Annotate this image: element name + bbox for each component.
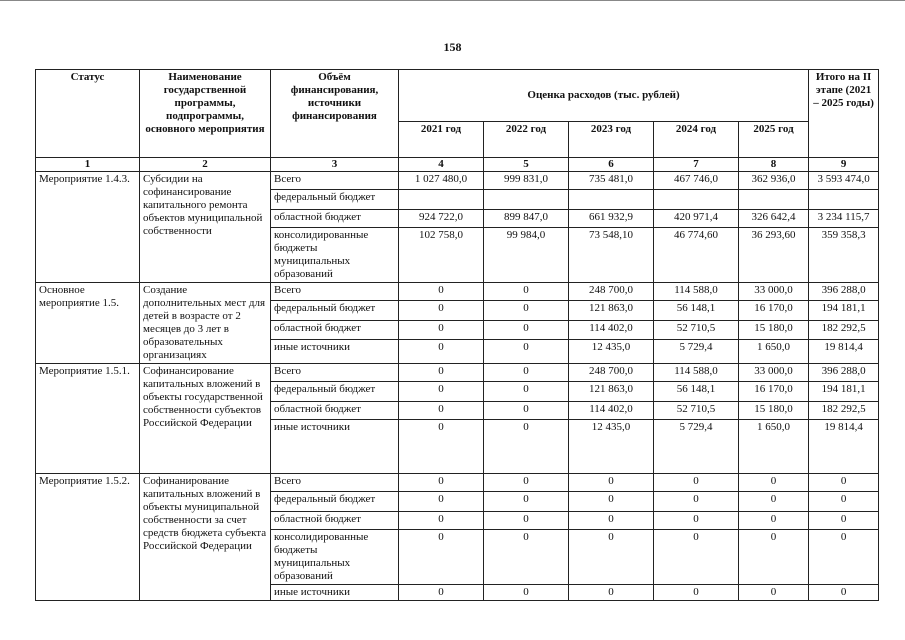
funding-table [35,69,879,601]
year-value-cell: 0 [399,402,484,420]
year-value-cell: 102 758,0 [399,228,484,283]
year-value-cell: 467 746,0 [654,172,739,190]
year-value-cell: 33 000,0 [739,283,809,301]
year-value-cell: 5 729,4 [654,420,739,474]
total-value-cell: 194 181,1 [809,382,879,402]
year-value-cell: 0 [484,492,569,512]
year-value-cell: 326 642,4 [739,210,809,228]
year-value-cell: 0 [399,283,484,301]
year-value-cell: 0 [654,530,739,585]
header-name: Наименование государственной программы, подпрограммы, основного мероприятия [140,70,271,158]
year-value-cell: 121 863,0 [569,301,654,321]
status-cell: Основное мероприятие 1.5. [36,283,140,364]
funding-source-cell: областной бюджет [271,512,399,530]
funding-source-cell: областной бюджет [271,210,399,228]
table-row [36,364,879,382]
year-value-cell: 0 [484,512,569,530]
year-value-cell: 0 [484,283,569,301]
year-value-cell: 33 000,0 [739,364,809,382]
column-number-row [36,158,879,172]
year-value-cell [569,190,654,210]
year-value-cell: 0 [484,339,569,363]
total-value-cell: 396 288,0 [809,364,879,382]
year-value-cell: 0 [399,339,484,363]
total-value-cell: 0 [809,492,879,512]
year-value-cell: 1 650,0 [739,420,809,474]
year-value-cell: 420 971,4 [654,210,739,228]
year-value-cell: 248 700,0 [569,364,654,382]
year-value-cell: 0 [399,474,484,492]
column-number: 6 [569,158,654,172]
year-value-cell: 114 588,0 [654,364,739,382]
total-value-cell: 3 234 115,7 [809,210,879,228]
year-value-cell: 36 293,60 [739,228,809,283]
year-value-cell: 0 [739,512,809,530]
funding-source-cell: федеральный бюджет [271,492,399,512]
total-value-cell [809,190,879,210]
total-value-cell: 0 [809,585,879,601]
year-value-cell: 16 170,0 [739,301,809,321]
total-value-cell: 396 288,0 [809,283,879,301]
year-value-cell: 114 588,0 [654,283,739,301]
top-rule [0,0,905,1]
table-row [36,172,879,190]
status-cell: Мероприятие 1.5.1. [36,364,140,474]
program-name-cell: Софинанирование капитальных вложений в объекты муниципальной собственности за счет средств бюджета субъекта Российской Федерации [140,474,271,601]
funding-source-cell: федеральный бюджет [271,190,399,210]
header-year: 2023 год [569,122,654,158]
year-value-cell: 362 936,0 [739,172,809,190]
year-value-cell: 52 710,5 [654,402,739,420]
year-value-cell: 52 710,5 [654,321,739,339]
table-body [36,172,879,601]
year-value-cell: 0 [569,474,654,492]
year-value-cell: 99 984,0 [484,228,569,283]
year-value-cell: 0 [654,585,739,601]
status-cell: Мероприятие 1.4.3. [36,172,140,283]
year-value-cell: 0 [569,530,654,585]
year-value-cell: 0 [399,530,484,585]
year-value-cell: 0 [399,321,484,339]
year-value-cell: 0 [739,474,809,492]
column-number: 4 [399,158,484,172]
year-value-cell: 0 [399,492,484,512]
column-number: 5 [484,158,569,172]
year-value-cell: 5 729,4 [654,339,739,363]
header-total: Итого на II этапе (2021 – 2025 годы) [809,70,879,158]
year-value-cell: 16 170,0 [739,382,809,402]
year-value-cell: 0 [739,530,809,585]
year-value-cell: 56 148,1 [654,301,739,321]
year-value-cell [654,190,739,210]
funding-source-cell: Всего [271,172,399,190]
year-value-cell: 0 [654,474,739,492]
funding-source-cell: консолидированные бюджеты муниципальных образований [271,228,399,283]
year-value-cell: 0 [399,301,484,321]
year-value-cell: 0 [569,512,654,530]
funding-source-cell: иные источники [271,339,399,363]
year-value-cell: 73 548,10 [569,228,654,283]
year-value-cell: 899 847,0 [484,210,569,228]
table-row [36,474,879,492]
year-value-cell: 0 [484,382,569,402]
year-value-cell: 0 [399,382,484,402]
total-value-cell: 194 181,1 [809,301,879,321]
year-value-cell: 924 722,0 [399,210,484,228]
funding-source-cell: федеральный бюджет [271,382,399,402]
funding-source-cell: областной бюджет [271,321,399,339]
funding-source-cell: иные источники [271,585,399,601]
funding-source-cell: Всего [271,283,399,301]
year-value-cell: 999 831,0 [484,172,569,190]
column-number: 7 [654,158,739,172]
header-year: 2024 год [654,122,739,158]
year-value-cell [399,190,484,210]
year-value-cell: 0 [484,301,569,321]
year-value-cell: 0 [484,402,569,420]
header-year: 2022 год [484,122,569,158]
program-name-cell: Субсидии на софинансирование капитального ремонта объектов муниципальной собственности [140,172,271,283]
year-value-cell: 0 [484,420,569,474]
funding-source-cell: федеральный бюджет [271,301,399,321]
year-value-cell: 0 [484,474,569,492]
year-value-cell: 15 180,0 [739,321,809,339]
header-status: Статус [36,70,140,158]
year-value-cell: 1 650,0 [739,339,809,363]
year-value-cell: 1 027 480,0 [399,172,484,190]
year-value-cell: 0 [739,585,809,601]
total-value-cell: 3 593 474,0 [809,172,879,190]
year-value-cell: 0 [399,364,484,382]
year-value-cell: 0 [739,492,809,512]
year-value-cell: 0 [569,492,654,512]
year-value-cell: 0 [399,420,484,474]
year-value-cell: 46 774,60 [654,228,739,283]
funding-source-cell: Всего [271,364,399,382]
year-value-cell: 114 402,0 [569,321,654,339]
total-value-cell: 19 814,4 [809,420,879,474]
year-value-cell: 0 [654,492,739,512]
header-year: 2021 год [399,122,484,158]
year-value-cell: 121 863,0 [569,382,654,402]
year-value-cell: 248 700,0 [569,283,654,301]
year-value-cell [484,190,569,210]
program-name-cell: Создание дополнительных мест для детей в возрасте от 2 месяцев до 3 лет в образовательных организациях [140,283,271,364]
funding-source-cell: Всего [271,474,399,492]
year-value-cell: 0 [399,585,484,601]
year-value-cell [739,190,809,210]
column-number: 9 [809,158,879,172]
column-number: 2 [140,158,271,172]
year-value-cell: 12 435,0 [569,339,654,363]
total-value-cell: 359 358,3 [809,228,879,283]
year-value-cell: 735 481,0 [569,172,654,190]
year-value-cell: 0 [484,585,569,601]
funding-source-cell: консолидированные бюджеты муниципальных образований [271,530,399,585]
header-estimate: Оценка расходов (тыс. рублей) [399,70,809,122]
year-value-cell: 0 [569,585,654,601]
year-value-cell: 56 148,1 [654,382,739,402]
page-number: 158 [443,40,462,54]
total-value-cell: 0 [809,512,879,530]
status-cell: Мероприятие 1.5.2. [36,474,140,601]
column-number: 8 [739,158,809,172]
year-value-cell: 15 180,0 [739,402,809,420]
header-year: 2025 год [739,122,809,158]
year-value-cell: 661 932,9 [569,210,654,228]
table-row [36,283,879,301]
year-value-cell: 12 435,0 [569,420,654,474]
column-number: 1 [36,158,140,172]
funding-source-cell: областной бюджет [271,402,399,420]
year-value-cell: 0 [399,512,484,530]
column-number: 3 [271,158,399,172]
year-value-cell: 0 [484,364,569,382]
total-value-cell: 182 292,5 [809,402,879,420]
total-value-cell: 19 814,4 [809,339,879,363]
year-value-cell: 0 [484,321,569,339]
total-value-cell: 0 [809,530,879,585]
year-value-cell: 0 [654,512,739,530]
program-name-cell: Софинансирование капитальных вложений в объекты государственной собственности субъектов Российской Федерации [140,364,271,474]
header-volume: Объём финансирования, источники финансирования [271,70,399,158]
year-value-cell: 0 [484,530,569,585]
funding-source-cell: иные источники [271,420,399,474]
total-value-cell: 0 [809,474,879,492]
year-value-cell: 114 402,0 [569,402,654,420]
total-value-cell: 182 292,5 [809,321,879,339]
